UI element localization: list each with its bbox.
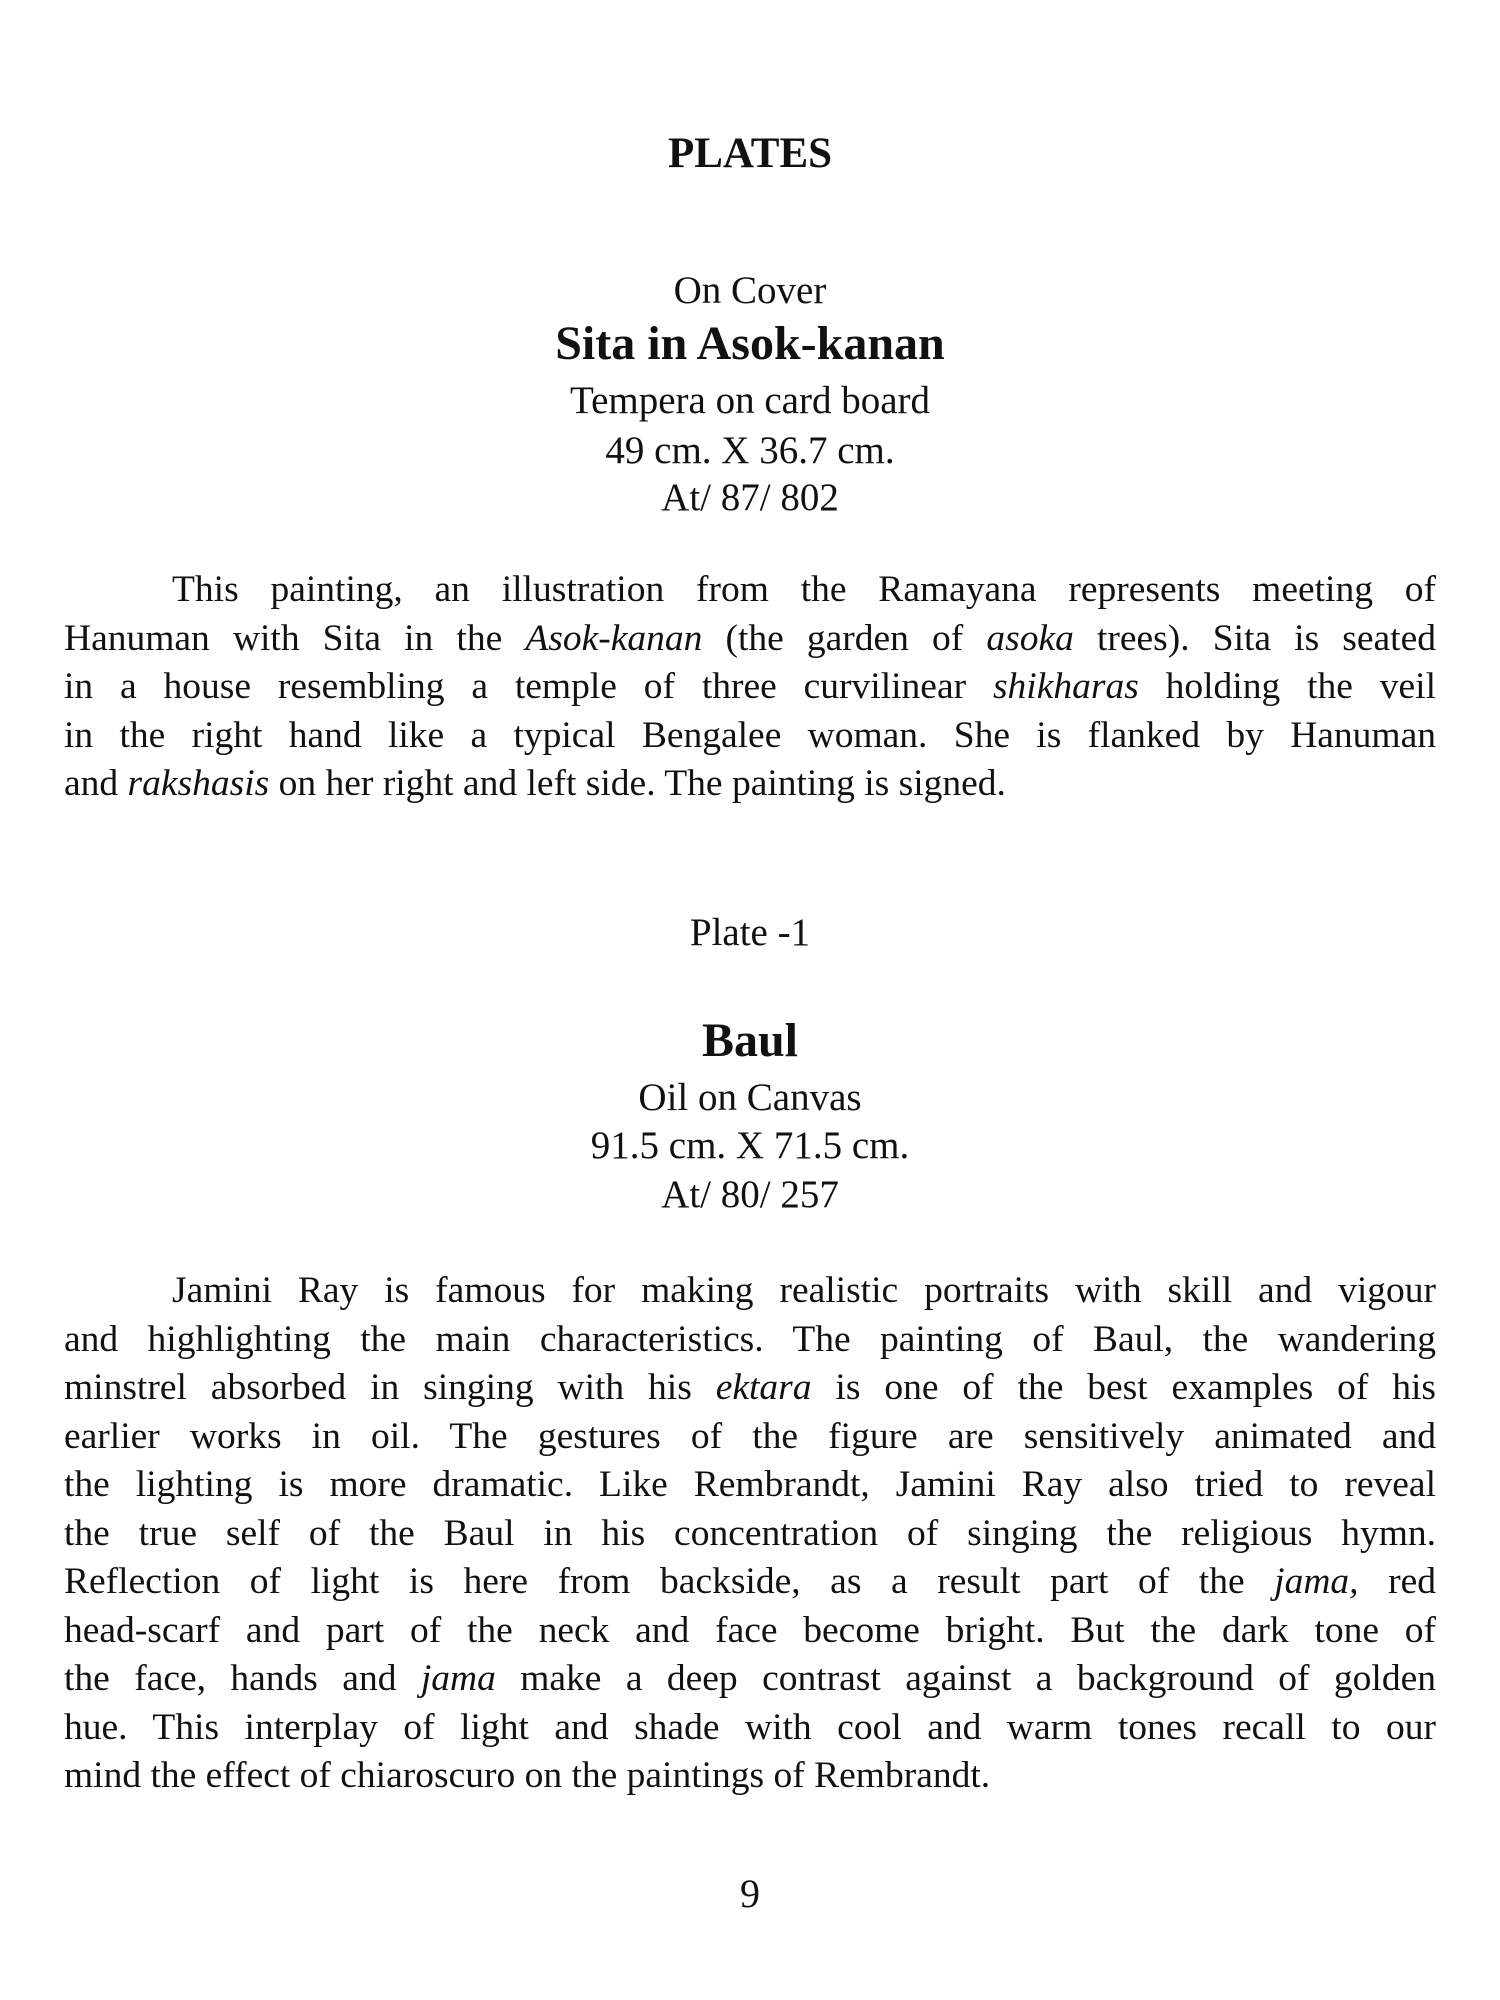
page-number: 9 (740, 1871, 760, 1916)
paragraph-line (64, 566, 1436, 615)
cover-medium: Tempera on card board (569, 379, 930, 422)
italic-term: asoka (986, 617, 1074, 659)
text-run: and (64, 763, 128, 804)
paragraph-line (64, 1655, 1436, 1704)
paragraph-line (64, 1607, 1436, 1656)
text-run: hue. This interplay of light and shade with cool and warm tones recall to our (64, 1706, 1436, 1748)
text-run: earlier works in oil. The gestures of the figure are sensitively animated and (64, 1415, 1436, 1457)
cover-description (64, 566, 1436, 809)
text-run: (the garden of (702, 617, 987, 659)
italic-term: ektara (715, 1367, 812, 1408)
plate1-dimensions: 91.5 cm. X 71.5 cm. (590, 1124, 910, 1167)
plate1-label: Plate -1 (689, 911, 811, 954)
italic-term: jama (420, 1658, 496, 1699)
text-run: head-scarf and part of the neck and face become bright. But the dark tone of (64, 1609, 1436, 1651)
text-run: in a house resembling a temple of three curvilinear (64, 666, 993, 707)
paragraph-line (64, 1364, 1436, 1413)
text-run: in the right hand like a typical Bengalee woman. She is flanked by Hanuman (64, 714, 1436, 756)
text-run: Hanuman with Sita in the (64, 617, 526, 659)
paragraph-line (64, 1558, 1436, 1607)
text-run: mind the effect of chiaroscuro on the paintings of Rembrandt. (64, 1755, 991, 1796)
text-run: This painting, an illustration from the Ramayana represents meeting of (172, 569, 1436, 610)
cover-accession: At/ 87/ 802 (661, 476, 839, 519)
paragraph-line (64, 1510, 1436, 1559)
text-run: the lighting is more dramatic. Like Rembrandt, Jamini Ray also tried to reveal (64, 1464, 1436, 1505)
text-run: holding the veil (1138, 666, 1436, 707)
italic-term: shikharas (992, 666, 1139, 707)
cover-dimensions: 49 cm. X 36.7 cm. (605, 429, 895, 472)
text-run: trees). Sita is seated (1073, 617, 1436, 659)
italic-term: rakshasis (127, 763, 270, 804)
text-run: Reflection of light is here from backside, as a result part of the (64, 1561, 1275, 1602)
text-run: is one of the best examples of his (811, 1367, 1436, 1408)
plate1-medium: Oil on Canvas (638, 1076, 862, 1119)
plate1-accession: At/ 80/ 257 (661, 1173, 839, 1216)
page-heading: PLATES (667, 130, 833, 177)
paragraph-line (64, 1316, 1436, 1365)
plate1-title: Baul (701, 1014, 799, 1067)
cover-title: Sita in Asok-kanan (555, 317, 945, 370)
cover-label: On Cover (673, 269, 827, 312)
text-run: red (1358, 1561, 1437, 1602)
text-run: Jamini Ray is famous for making realistic portraits with skill and vigour (172, 1270, 1436, 1311)
text-run: and highlighting the main characteristics. The painting of Baul, the wandering (64, 1318, 1436, 1360)
text-run: minstrel absorbed in singing with his (64, 1367, 716, 1408)
paragraph-line (64, 1752, 1436, 1801)
paragraph-line (64, 1704, 1436, 1753)
paragraph-line (64, 1461, 1436, 1510)
plate1-description (64, 1267, 1436, 1801)
paragraph-line (64, 760, 1436, 809)
paragraph-line (64, 1267, 1436, 1316)
text-run: on her right and left side. The painting is signed. (269, 763, 1006, 804)
paragraph-line (64, 663, 1436, 712)
italic-term: jama, (1274, 1561, 1359, 1602)
paragraph-line (64, 712, 1436, 761)
text-run: the face, hands and (64, 1658, 421, 1699)
paragraph-line (64, 1413, 1436, 1462)
text-run: the true self of the Baul in his concentration of singing the religious hymn. (64, 1512, 1436, 1554)
italic-term: Asok-kanan (525, 617, 703, 659)
text-run: make a deep contrast against a background of golden (495, 1658, 1436, 1699)
paragraph-line (64, 615, 1436, 664)
